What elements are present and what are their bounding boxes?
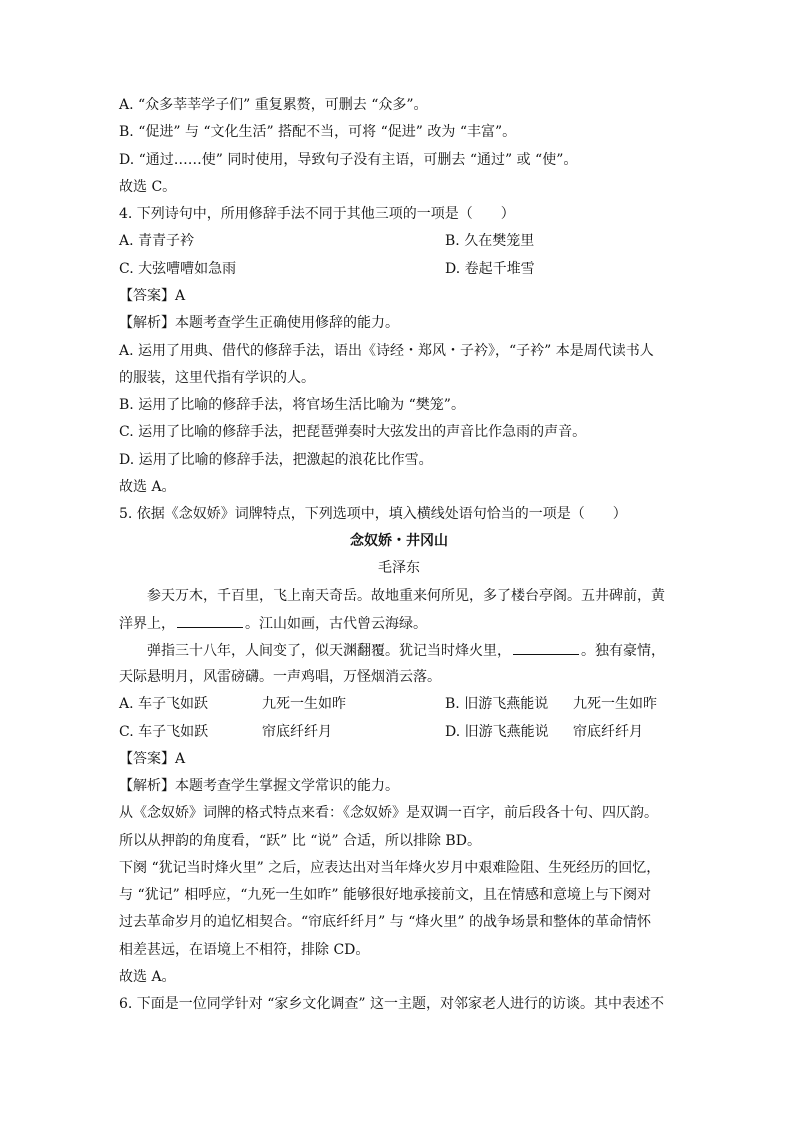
- option-d: D. 旧游飞燕能说: [445, 724, 549, 740]
- text-line: 故选 A。: [119, 479, 176, 495]
- option-c-second: 帘底纤纤月: [262, 724, 332, 740]
- question-6: 6. 下面是一位同学针对 “家乡文化调查” 这一主题，对邻家老人进行的访谈。其中表述不: [119, 996, 665, 1012]
- poem-author: 毛泽东: [378, 560, 420, 576]
- poem-text: 弹指三十八年，人间变了，似天渊翻覆。犹记当时烽火里，: [147, 643, 511, 659]
- text-line: 所以从押韵的角度看，“跃” 比 “说” 合适，所以排除 BD。: [119, 833, 481, 849]
- text-line: 故选 C。: [119, 179, 177, 195]
- fill-blank: [513, 640, 579, 655]
- text-line: 从《念奴娇》词牌的格式特点来看：《念奴娇》是双调一百字，前后段各十句、四仄韵。: [119, 805, 658, 821]
- poem-line: 参天万木，千百里，飞上南天奇岳。故地重来何所见，多了楼台亭阁。五井碑前，黄: [147, 588, 665, 604]
- option-c: C. 车子飞如跃: [119, 724, 209, 740]
- option-d: D. 卷起千堆雪: [445, 261, 535, 277]
- analysis-label: 【解析】本题考查学生掌握文学常识的能力。: [119, 778, 399, 794]
- option-row: [119, 231, 679, 251]
- option-b: B. 久在樊笼里: [445, 233, 535, 249]
- poem-line: [119, 613, 679, 634]
- text-line: D. 运用了比喻的修辞手法，把激起的浪花比作雪。: [119, 452, 433, 468]
- option-row: [119, 259, 679, 279]
- text-line: C. 运用了比喻的修辞手法，把琵琶弹奏时大弦发出的声音比作急雨的声音。: [119, 424, 587, 440]
- text-line: D. “通过……使” 同时使用，导致句子没有主语，可删去 “通过” 或 “使”。: [119, 152, 578, 168]
- poem-text: 洋界上，: [119, 616, 175, 632]
- poem-text: 。独有豪情，: [581, 643, 665, 659]
- option-c: C. 大弦嘈嘈如急雨: [119, 261, 237, 277]
- text-line: 与 “犹记” 相呼应，“九死一生如昨” 能够很好地承接前文，且在情感和意境上与下阕对: [119, 887, 651, 903]
- question-5: 5. 依据《念奴娇》词牌特点，下列选项中，填入横线处语句恰当的一项是（ ）: [119, 506, 627, 522]
- option-d-second: 帘底纤纤月: [573, 724, 643, 740]
- answer-label: 【答案】A: [119, 288, 186, 304]
- text-line: A. “众多莘莘学子们” 重复累赘，可删去 “众多”。: [119, 97, 428, 113]
- answer-label: 【答案】A: [119, 751, 186, 767]
- option-a-second: 九死一生如昨: [262, 696, 346, 712]
- option-a: A. 青青子衿: [119, 233, 195, 249]
- text-line: 过去革命岁月的追忆相契合。“帘底纤纤月” 与 “烽火里” 的战争场景和整体的革命情怀: [119, 914, 651, 930]
- option-b: B. 旧游飞燕能说: [445, 696, 549, 712]
- poem-title: 念奴娇・井冈山: [350, 533, 448, 549]
- text-line: 故选 A。: [119, 969, 176, 985]
- option-row: [119, 694, 679, 714]
- option-b-second: 九死一生如昨: [573, 696, 657, 712]
- text-line: B. 运用了比喻的修辞手法，将官场生活比喻为 “樊笼”。: [119, 397, 465, 413]
- text-line: 相差甚远，在语境上不相符，排除 CD。: [119, 942, 370, 958]
- analysis-label: 【解析】本题考查学生正确使用修辞的能力。: [119, 315, 399, 331]
- option-a: A. 车子飞如跃: [119, 696, 209, 712]
- text-line: 的服装，这里代指有学识的人。: [119, 370, 315, 386]
- poem-line: [147, 640, 679, 661]
- text-line: 下阕 “犹记当时烽火里” 之后，应表达出对当年烽火岁月中艰难险阻、生死经历的回忆，: [119, 860, 661, 876]
- text-line: B. “促进” 与 “文化生活” 搭配不当，可将 “促进” 改为 “丰富”。: [119, 124, 517, 140]
- poem-text: 。江山如画，古代曾云海绿。: [245, 616, 427, 632]
- poem-line: 天际悬明月，风雷磅礴。一声鸡唱，万怪烟消云落。: [119, 669, 441, 685]
- fill-blank: [177, 613, 243, 628]
- text-line: A. 运用了用典、借代的修辞手法，语出《诗经・郑风・子衿》，“子衿” 本是周代读书人: [119, 343, 654, 359]
- option-row: [119, 722, 679, 742]
- question-4: 4. 下列诗句中，所用修辞手法不同于其他三项的一项是（ ）: [119, 206, 515, 222]
